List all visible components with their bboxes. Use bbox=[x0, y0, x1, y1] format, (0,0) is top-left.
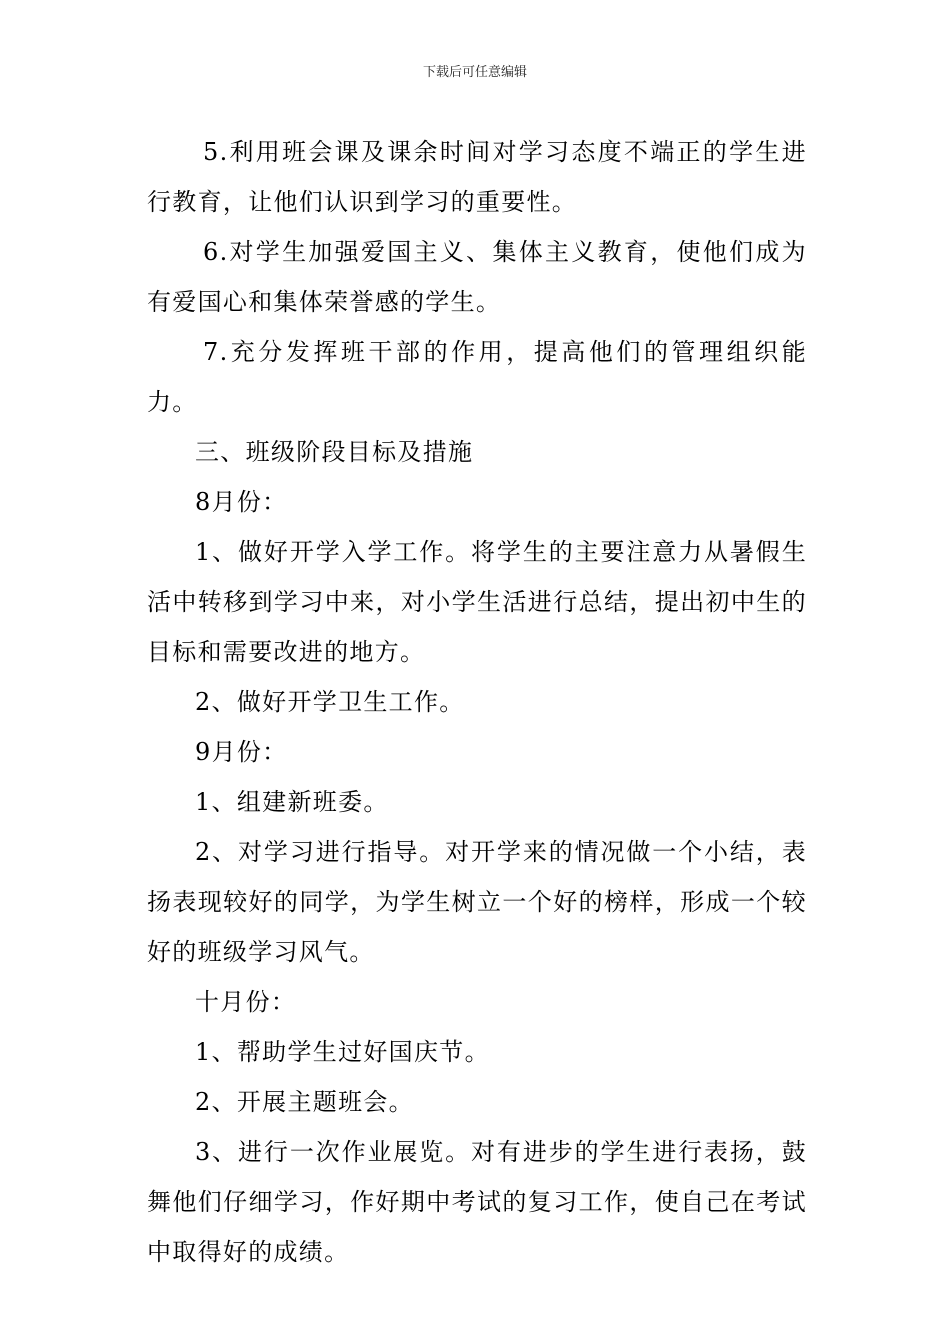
paragraph-item-6: 6.对学生加强爱国主义、集体主义教育，使他们成为有爱国心和集体荣誉感的学生。 bbox=[147, 238, 807, 316]
paragraph-item-5: 5.利用班会课及课余时间对学习态度不端正的学生进行教育，让他们认识到学习的重要性。 bbox=[147, 138, 807, 216]
october-item-2: 2、开展主题班会。 bbox=[195, 1088, 414, 1116]
month-heading-august: 8月份： bbox=[195, 488, 288, 516]
september-item-2: 2、对学习进行指导。对开学来的情况做一个小结，表扬表现较好的同学，为学生树立一个好的榜样，形成一个较好的班级学习风气。 bbox=[147, 838, 807, 966]
page-header-note: 下载后可任意编辑 bbox=[422, 65, 527, 80]
october-item-3: 3、进行一次作业展览。对有进步的学生进行表扬，鼓舞他们仔细学习，作好期中考试的复习工作，使自己在考试中取得好的成绩。 bbox=[147, 1138, 807, 1266]
section-heading: 三、班级阶段目标及措施 bbox=[195, 438, 474, 466]
paragraph-item-7: 7.充分发挥班干部的作用，提高他们的管理组织能力。 bbox=[147, 338, 807, 416]
document-body bbox=[147, 127, 807, 1277]
august-item-1: 1、做好开学入学工作。将学生的主要注意力从暑假生活中转移到学习中来，对小学生活进行总结，提出初中生的目标和需要改进的地方。 bbox=[147, 538, 807, 666]
month-heading-september: 9月份： bbox=[195, 738, 288, 766]
october-item-1: 1、帮助学生过好国庆节。 bbox=[195, 1038, 490, 1066]
september-item-1: 1、组建新班委。 bbox=[195, 788, 389, 816]
month-heading-october: 十月份： bbox=[195, 988, 297, 1016]
august-item-2: 2、做好开学卫生工作。 bbox=[195, 688, 465, 716]
